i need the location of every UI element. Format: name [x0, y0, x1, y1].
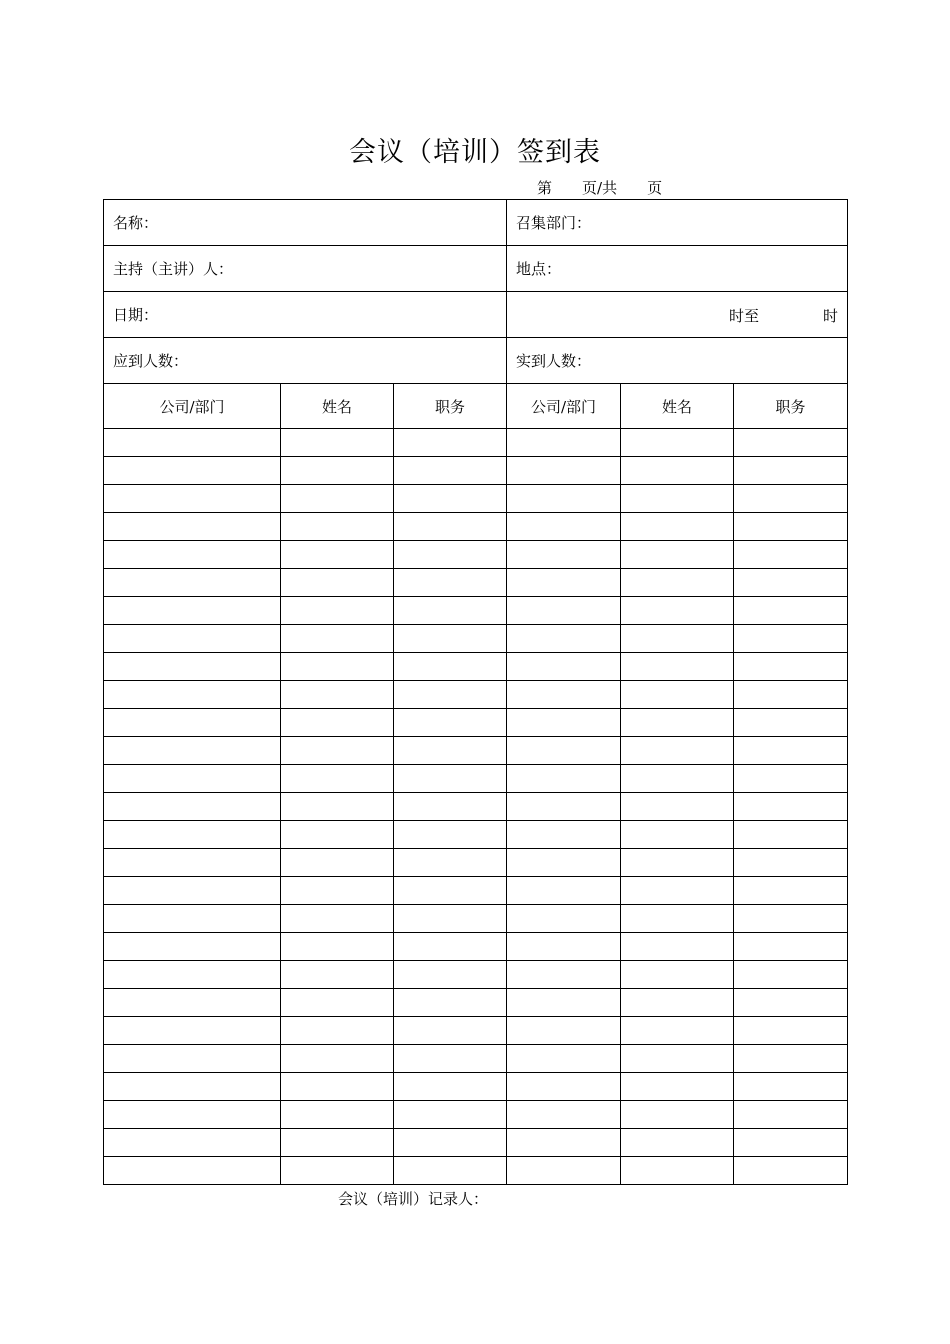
blank-cell[interactable]	[104, 849, 281, 877]
blank-cell[interactable]	[281, 653, 394, 681]
blank-cell[interactable]	[734, 877, 848, 905]
blank-cell[interactable]	[394, 933, 507, 961]
table-row	[104, 821, 848, 849]
table-row	[104, 1157, 848, 1185]
blank-cell[interactable]	[104, 1101, 281, 1129]
table-row	[104, 541, 848, 569]
blank-cell[interactable]	[104, 765, 281, 793]
table-row	[104, 1073, 848, 1101]
blank-cell[interactable]	[734, 625, 848, 653]
expected-count-label: 应到人数：	[113, 352, 189, 370]
time-field[interactable]	[507, 292, 848, 338]
blank-cell[interactable]	[281, 457, 394, 485]
blank-cell[interactable]	[507, 485, 621, 513]
blank-cell[interactable]	[621, 961, 734, 989]
table-row	[104, 737, 848, 765]
sign-in-table	[103, 199, 848, 1185]
blank-cell[interactable]	[734, 653, 848, 681]
date-label: 日期：	[113, 306, 159, 324]
blank-cell[interactable]	[394, 765, 507, 793]
blank-cell[interactable]	[734, 849, 848, 877]
time-to-label: 时至	[729, 307, 760, 325]
blank-cell[interactable]	[281, 1129, 394, 1157]
blank-cell[interactable]	[507, 1045, 621, 1073]
blank-cell[interactable]	[104, 681, 281, 709]
blank-cell[interactable]	[394, 485, 507, 513]
table-row	[104, 569, 848, 597]
blank-cell[interactable]	[734, 457, 848, 485]
blank-cell[interactable]	[394, 569, 507, 597]
blank-cell[interactable]	[621, 1017, 734, 1045]
blank-cell[interactable]	[507, 1101, 621, 1129]
table-row	[104, 625, 848, 653]
table-row	[104, 765, 848, 793]
table-row	[104, 709, 848, 737]
blank-cell[interactable]	[281, 1101, 394, 1129]
blank-cell[interactable]	[507, 709, 621, 737]
blank-cell[interactable]	[507, 821, 621, 849]
blank-cell[interactable]	[621, 989, 734, 1017]
blank-cell[interactable]	[104, 1129, 281, 1157]
blank-cell[interactable]	[281, 597, 394, 625]
blank-cell[interactable]	[734, 541, 848, 569]
table-row	[104, 1101, 848, 1129]
blank-cell[interactable]	[507, 849, 621, 877]
table-row	[104, 1017, 848, 1045]
blank-cell[interactable]	[621, 1073, 734, 1101]
blank-cell[interactable]	[394, 1073, 507, 1101]
blank-cell[interactable]	[621, 681, 734, 709]
department-field[interactable]	[507, 200, 848, 246]
table-row	[104, 1045, 848, 1073]
blank-cell[interactable]	[394, 989, 507, 1017]
blank-cell[interactable]	[734, 765, 848, 793]
blank-cell[interactable]	[104, 541, 281, 569]
blank-cell[interactable]	[734, 1045, 848, 1073]
blank-cell[interactable]	[394, 653, 507, 681]
recorder-label: 会议（培训）记录人：	[338, 1190, 489, 1208]
blank-cell[interactable]	[734, 1129, 848, 1157]
actual-count-field[interactable]	[507, 338, 848, 384]
blank-cell[interactable]	[104, 429, 281, 457]
table-row	[104, 989, 848, 1017]
blank-cell[interactable]	[394, 597, 507, 625]
blank-cell[interactable]	[507, 961, 621, 989]
blank-cell[interactable]	[394, 737, 507, 765]
blank-cell[interactable]	[104, 1073, 281, 1101]
blank-cell[interactable]	[507, 1129, 621, 1157]
table-row	[104, 485, 848, 513]
blank-cell[interactable]	[507, 541, 621, 569]
blank-cell[interactable]	[621, 709, 734, 737]
blank-cell[interactable]	[394, 793, 507, 821]
blank-cell[interactable]	[104, 485, 281, 513]
column-header: 姓名	[621, 384, 734, 429]
table-row	[104, 429, 848, 457]
blank-cell[interactable]	[281, 793, 394, 821]
blank-cell[interactable]	[507, 1157, 621, 1185]
blank-cell[interactable]	[281, 569, 394, 597]
blank-cell[interactable]	[104, 821, 281, 849]
blank-cell[interactable]	[507, 765, 621, 793]
blank-cell[interactable]	[621, 933, 734, 961]
blank-cell[interactable]	[394, 1101, 507, 1129]
blank-cell[interactable]	[734, 1157, 848, 1185]
blank-cell[interactable]	[281, 933, 394, 961]
blank-cell[interactable]	[281, 989, 394, 1017]
blank-cell[interactable]	[394, 1017, 507, 1045]
blank-cell[interactable]	[104, 961, 281, 989]
name-field[interactable]	[104, 200, 507, 246]
blank-cell[interactable]	[734, 681, 848, 709]
info-row-date	[104, 292, 848, 338]
info-row-count	[104, 338, 848, 384]
blank-cell[interactable]	[621, 541, 734, 569]
blank-cell[interactable]	[734, 597, 848, 625]
blank-cell[interactable]	[104, 709, 281, 737]
blank-cell[interactable]	[734, 989, 848, 1017]
column-header: 职务	[394, 384, 507, 429]
blank-cell[interactable]	[734, 709, 848, 737]
table-row	[104, 681, 848, 709]
blank-cell[interactable]	[734, 429, 848, 457]
name-label: 名称：	[113, 214, 159, 232]
page-indicator	[537, 177, 662, 198]
blank-cell[interactable]	[104, 793, 281, 821]
blank-cell[interactable]	[281, 1073, 394, 1101]
blank-cell[interactable]	[394, 429, 507, 457]
date-field[interactable]	[104, 292, 507, 338]
time-end-label: 时	[823, 307, 839, 325]
department-label: 召集部门：	[516, 214, 592, 232]
blank-cell[interactable]	[734, 961, 848, 989]
blank-cell[interactable]	[104, 905, 281, 933]
blank-cell[interactable]	[104, 1157, 281, 1185]
blank-cell[interactable]	[507, 793, 621, 821]
blank-cell[interactable]	[281, 513, 394, 541]
blank-cell[interactable]	[104, 597, 281, 625]
blank-cell[interactable]	[394, 709, 507, 737]
blank-cell[interactable]	[734, 513, 848, 541]
blank-cell[interactable]	[281, 905, 394, 933]
blank-cell[interactable]	[507, 597, 621, 625]
blank-cell[interactable]	[621, 1129, 734, 1157]
blank-cell[interactable]	[104, 877, 281, 905]
column-header: 公司/部门	[507, 384, 621, 429]
blank-cell[interactable]	[281, 1045, 394, 1073]
blank-cell[interactable]	[507, 905, 621, 933]
expected-count-field[interactable]	[104, 338, 507, 384]
blank-cell[interactable]	[507, 877, 621, 905]
blank-cell[interactable]	[734, 569, 848, 597]
page-prefix: 第	[537, 179, 553, 197]
blank-cell[interactable]	[621, 457, 734, 485]
blank-cell[interactable]	[281, 1157, 394, 1185]
table-row	[104, 933, 848, 961]
blank-cell[interactable]	[281, 737, 394, 765]
blank-cell[interactable]	[394, 849, 507, 877]
blank-cell[interactable]	[507, 457, 621, 485]
table-row	[104, 905, 848, 933]
blank-cell[interactable]	[734, 793, 848, 821]
blank-cell[interactable]	[734, 933, 848, 961]
column-header: 职务	[734, 384, 848, 429]
blank-cell[interactable]	[507, 429, 621, 457]
blank-cell[interactable]	[621, 429, 734, 457]
blank-cell[interactable]	[281, 541, 394, 569]
blank-cell[interactable]	[621, 625, 734, 653]
location-label: 地点：	[516, 260, 562, 278]
blank-cell[interactable]	[507, 933, 621, 961]
info-row-host	[104, 246, 848, 292]
blank-cell[interactable]	[281, 765, 394, 793]
table-row	[104, 961, 848, 989]
blank-cell[interactable]	[621, 485, 734, 513]
blank-cell[interactable]	[104, 737, 281, 765]
blank-cell[interactable]	[621, 849, 734, 877]
host-field[interactable]	[104, 246, 507, 292]
blank-cell[interactable]	[104, 1017, 281, 1045]
blank-cell[interactable]	[104, 653, 281, 681]
blank-cell[interactable]	[281, 1017, 394, 1045]
table-row	[104, 849, 848, 877]
column-header: 公司/部门	[104, 384, 281, 429]
blank-cell[interactable]	[394, 905, 507, 933]
blank-cell[interactable]	[621, 597, 734, 625]
blank-cell[interactable]	[507, 737, 621, 765]
page-suffix: 页	[647, 179, 663, 197]
actual-count-label: 实到人数：	[516, 352, 592, 370]
blank-cell[interactable]	[281, 709, 394, 737]
table-row	[104, 597, 848, 625]
location-field[interactable]	[507, 246, 848, 292]
blank-cell[interactable]	[104, 457, 281, 485]
blank-cell[interactable]	[507, 653, 621, 681]
blank-cell[interactable]	[104, 569, 281, 597]
blank-cell[interactable]	[621, 793, 734, 821]
blank-cell[interactable]	[394, 1129, 507, 1157]
blank-cell[interactable]	[507, 513, 621, 541]
blank-cell[interactable]	[734, 905, 848, 933]
blank-cell[interactable]	[507, 569, 621, 597]
blank-cell[interactable]	[281, 485, 394, 513]
table-row	[104, 877, 848, 905]
blank-cell[interactable]	[507, 989, 621, 1017]
blank-cell[interactable]	[621, 1045, 734, 1073]
blank-cell[interactable]	[394, 1045, 507, 1073]
blank-cell[interactable]	[394, 541, 507, 569]
blank-cell[interactable]	[281, 625, 394, 653]
blank-cell[interactable]	[507, 1017, 621, 1045]
blank-cell[interactable]	[621, 569, 734, 597]
blank-cell[interactable]	[734, 1017, 848, 1045]
blank-cell[interactable]	[621, 765, 734, 793]
blank-cell[interactable]	[281, 681, 394, 709]
blank-cell[interactable]	[734, 1073, 848, 1101]
blank-cell[interactable]	[621, 905, 734, 933]
blank-cell[interactable]	[394, 625, 507, 653]
blank-cell[interactable]	[281, 821, 394, 849]
blank-cell[interactable]	[104, 1045, 281, 1073]
blank-cell[interactable]	[104, 989, 281, 1017]
blank-cell[interactable]	[621, 821, 734, 849]
blank-cell[interactable]	[507, 1073, 621, 1101]
blank-cell[interactable]	[394, 821, 507, 849]
blank-cell[interactable]	[507, 625, 621, 653]
blank-cell[interactable]	[281, 429, 394, 457]
blank-cell[interactable]	[394, 1157, 507, 1185]
blank-cell[interactable]	[621, 653, 734, 681]
blank-cell[interactable]	[394, 513, 507, 541]
blank-cell[interactable]	[104, 933, 281, 961]
table-row	[104, 457, 848, 485]
table-row	[104, 1129, 848, 1157]
blank-cell[interactable]	[621, 513, 734, 541]
page-middle: 页/共	[582, 179, 618, 197]
blank-cell[interactable]	[621, 737, 734, 765]
blank-cell[interactable]	[281, 961, 394, 989]
blank-cell[interactable]	[734, 1101, 848, 1129]
blank-cell[interactable]	[394, 961, 507, 989]
blank-cell[interactable]	[394, 681, 507, 709]
table-row	[104, 653, 848, 681]
column-header: 姓名	[281, 384, 394, 429]
blank-cell[interactable]	[621, 877, 734, 905]
table-row	[104, 793, 848, 821]
blank-cell[interactable]	[281, 849, 394, 877]
blank-cell[interactable]	[734, 737, 848, 765]
blank-cell[interactable]	[104, 625, 281, 653]
info-row-name	[104, 200, 848, 246]
host-label: 主持（主讲）人：	[113, 260, 234, 278]
blank-cell[interactable]	[104, 513, 281, 541]
blank-cell[interactable]	[281, 877, 394, 905]
blank-cell[interactable]	[394, 457, 507, 485]
blank-cell[interactable]	[734, 485, 848, 513]
column-header-row	[104, 384, 848, 429]
form-title: 会议（培训）签到表	[349, 137, 601, 168]
blank-cell[interactable]	[621, 1101, 734, 1129]
blank-cell[interactable]	[621, 1157, 734, 1185]
blank-cell[interactable]	[394, 877, 507, 905]
table-row	[104, 513, 848, 541]
blank-cell[interactable]	[507, 681, 621, 709]
blank-cell[interactable]	[734, 821, 848, 849]
